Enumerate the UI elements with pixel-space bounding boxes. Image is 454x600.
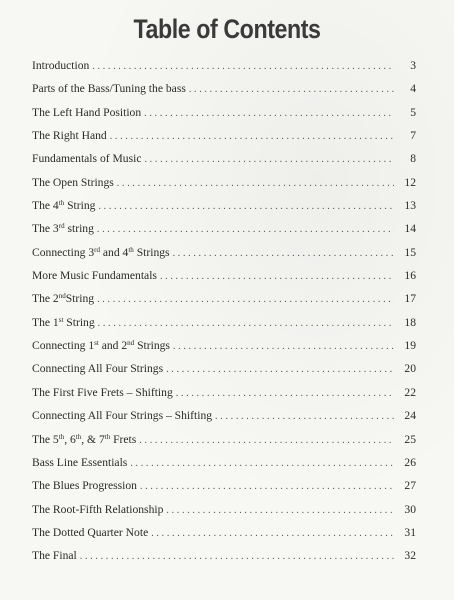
ordinal-suffix: nd — [127, 339, 135, 348]
dot-leader — [176, 382, 394, 405]
toc-entry-label: The 1st String — [32, 315, 95, 329]
toc-entry-page: 19 — [404, 339, 416, 353]
ordinal-suffix: th — [128, 245, 134, 254]
toc-entry[interactable] — [32, 241, 416, 264]
toc-entry[interactable] — [32, 334, 416, 357]
toc-entry[interactable] — [32, 194, 416, 217]
toc-entry[interactable] — [32, 124, 416, 147]
toc-entry[interactable] — [32, 171, 416, 194]
ordinal-suffix: st — [94, 339, 99, 348]
toc-entry[interactable] — [32, 217, 416, 240]
toc-entry-page: 20 — [404, 362, 416, 376]
toc-entry-page: 5 — [410, 105, 416, 119]
toc-entry-page: 18 — [404, 315, 416, 329]
ordinal-suffix: rd — [58, 222, 65, 231]
ordinal-suffix: nd — [58, 292, 66, 301]
dot-leader — [117, 172, 394, 195]
toc-entry[interactable] — [32, 544, 416, 567]
toc-entry-label: The Open Strings — [32, 175, 114, 189]
toc-entry-label: Introduction — [32, 59, 90, 72]
dot-leader — [97, 218, 394, 241]
toc-entry-page: 12 — [404, 175, 416, 189]
toc-entry[interactable] — [32, 264, 416, 287]
toc-entry[interactable] — [32, 287, 416, 310]
toc-entry[interactable] — [32, 54, 416, 77]
dot-leader — [160, 265, 394, 288]
toc-entry[interactable] — [32, 498, 416, 521]
toc-entry-page: 16 — [404, 269, 416, 283]
toc-entry-label: The Dotted Quarter Note — [32, 525, 149, 539]
toc-entry[interactable] — [32, 147, 416, 170]
toc-entry-label: Connecting 1st and 2nd Strings — [32, 339, 170, 353]
toc-entry-label: The Right Hand — [32, 129, 107, 143]
toc-entry[interactable] — [32, 77, 416, 100]
toc-entry-label: More Music Fundamentals — [32, 269, 157, 283]
dot-leader — [166, 358, 394, 381]
toc-entry-page: 7 — [410, 129, 416, 143]
dot-leader — [98, 312, 394, 335]
toc-entry-page: 3 — [410, 59, 416, 72]
toc-entry-page: 25 — [404, 432, 416, 446]
toc-entry-label: The 4th String — [32, 199, 96, 213]
toc-entry-page: 13 — [404, 199, 416, 213]
toc-entry-label: Connecting All Four Strings — [32, 362, 164, 376]
toc-entry-label: Fundamentals of Music — [32, 152, 142, 166]
toc-entry-label: The Blues Progression — [32, 479, 137, 493]
toc-entry-page: 31 — [404, 525, 416, 539]
ordinal-suffix: th — [104, 432, 111, 441]
toc-entry[interactable] — [32, 404, 416, 427]
toc-entry[interactable] — [32, 451, 416, 474]
page-title: Table of Contents — [133, 14, 321, 44]
dot-leader — [92, 55, 394, 78]
dot-leader — [130, 452, 394, 475]
dot-leader — [215, 405, 394, 428]
dot-leader — [97, 288, 394, 311]
dot-leader — [110, 125, 394, 148]
dot-leader — [144, 102, 394, 125]
dot-leader — [98, 195, 394, 218]
toc-entry-label: The 5th, 6th, & 7th Frets — [32, 432, 137, 446]
dot-leader — [173, 335, 394, 358]
toc-entry-page: 24 — [404, 409, 416, 423]
dot-leader — [144, 148, 394, 171]
toc-entry-label: The 2ndString — [32, 292, 95, 306]
ordinal-suffix: st — [58, 315, 64, 324]
toc-entry-page: 4 — [410, 82, 416, 96]
toc-entry-page: 30 — [404, 502, 416, 516]
toc-entry-page: 17 — [404, 292, 416, 306]
toc-entry[interactable] — [32, 357, 416, 380]
dot-leader — [80, 545, 394, 568]
toc-entry-label: Parts of the Bass/Tuning the bass — [32, 82, 186, 96]
dot-leader — [151, 522, 394, 545]
ordinal-suffix: th — [75, 432, 82, 441]
toc-entry-label: Connecting 3rd and 4th Strings — [32, 245, 170, 259]
toc-entry-page: 15 — [404, 245, 416, 259]
toc-list — [32, 54, 416, 568]
dot-leader — [189, 78, 394, 101]
toc-entry-label: Bass Line Essentials — [32, 455, 128, 469]
dot-leader — [140, 475, 394, 498]
toc-entry-label: The Left Hand Position — [32, 105, 142, 119]
ordinal-suffix: th — [58, 199, 65, 208]
toc-entry[interactable] — [32, 101, 416, 124]
dot-leader — [166, 499, 394, 522]
toc-entry[interactable] — [32, 381, 416, 404]
ordinal-suffix: rd — [94, 245, 100, 254]
toc-entry-page: 27 — [404, 479, 416, 493]
toc-entry-page: 32 — [404, 549, 416, 563]
toc-entry-page: 14 — [404, 222, 416, 236]
toc-entry-page: 8 — [410, 152, 416, 166]
toc-entry[interactable] — [32, 311, 416, 334]
toc-entry-label: Connecting All Four Strings – Shifting — [32, 409, 213, 423]
toc-entry[interactable] — [32, 474, 416, 497]
toc-entry[interactable] — [32, 521, 416, 544]
toc-entry[interactable] — [32, 428, 416, 451]
dot-leader — [173, 242, 394, 265]
toc-entry-page: 26 — [404, 455, 416, 469]
toc-entry-label: The First Five Frets – Shifting — [32, 385, 173, 399]
toc-entry-label: The 3rd string — [32, 222, 94, 236]
toc-entry-label: The Final — [32, 549, 77, 563]
toc-entry-label: The Root-Fifth Relationship — [32, 502, 164, 516]
toc-entry-page: 22 — [404, 385, 416, 399]
ordinal-suffix: th — [58, 432, 65, 441]
dot-leader — [139, 429, 394, 452]
